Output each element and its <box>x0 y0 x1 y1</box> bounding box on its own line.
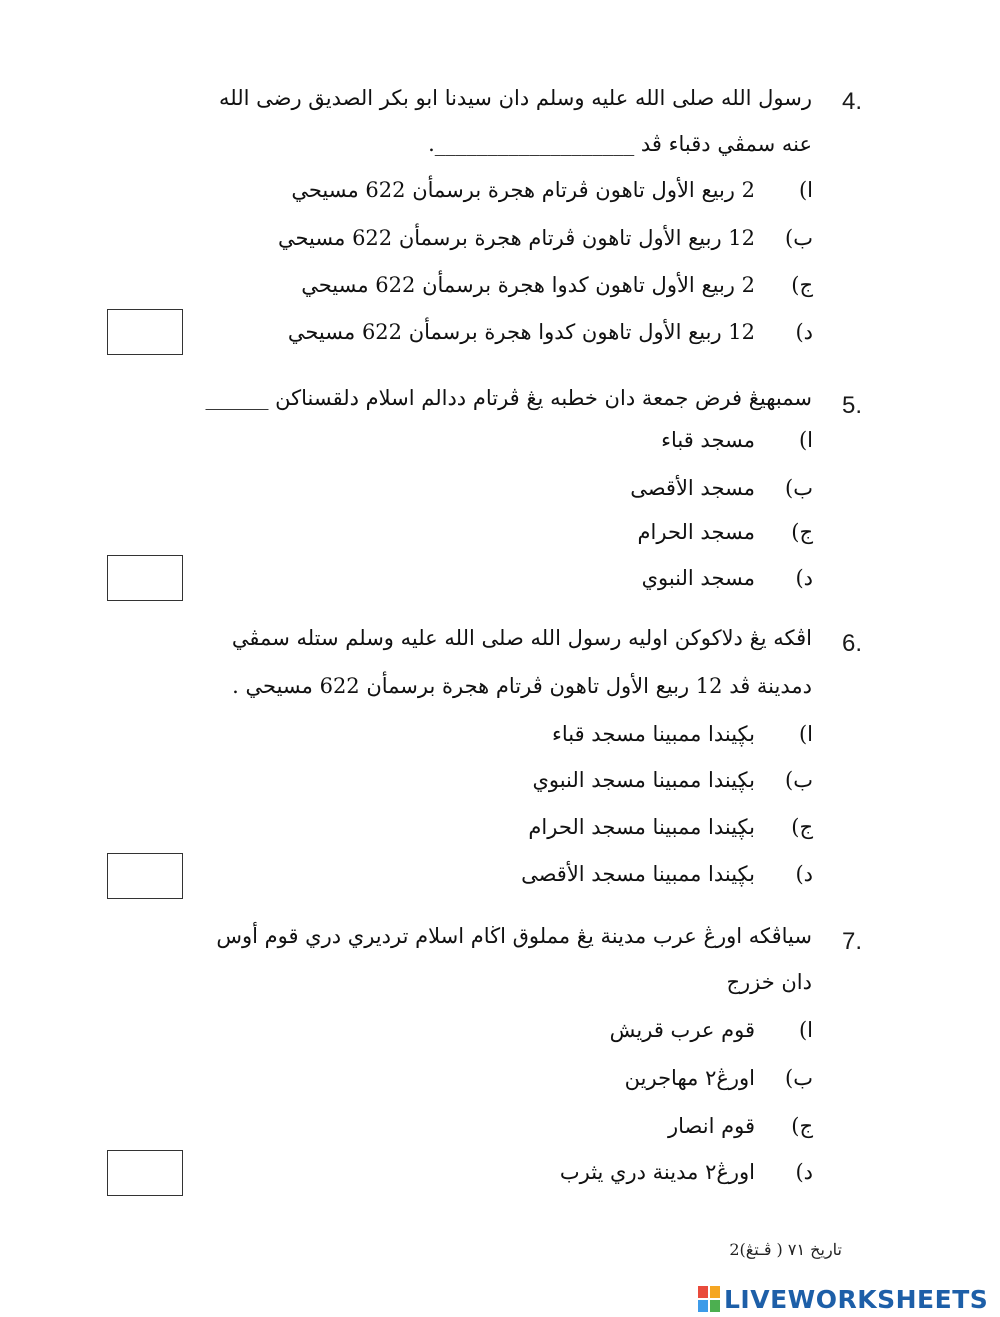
question-text-line-2: دمدينة ڤد 12 ربيع الأول تاهون ڤرتام هجرة برسمأن 622 مسيحي . <box>232 674 812 698</box>
option-label: ا) <box>798 1018 813 1042</box>
answer-box-7[interactable] <box>107 1150 183 1196</box>
option-c <box>301 273 813 297</box>
option-text: بڮيندا ممبينا مسجد قباء <box>551 722 755 746</box>
option-text: بڮيندا ممبينا مسجد الحرام <box>528 815 755 839</box>
option-d <box>560 1160 813 1184</box>
option-text: بڮيندا ممبينا مسجد النبوي <box>532 768 755 792</box>
option-label: ا) <box>798 722 813 746</box>
answer-box-6[interactable] <box>107 853 183 899</box>
page-footer: تاريخ ٧١ ( ڤـتڠ)2 <box>729 1240 842 1259</box>
option-label: ا) <box>798 178 813 202</box>
option-d <box>288 320 813 344</box>
option-a <box>552 722 813 746</box>
option-label: ب) <box>785 1066 813 1090</box>
question-number: 7. <box>841 928 862 955</box>
option-label: ج) <box>791 1114 813 1138</box>
option-text: قوم انصار <box>668 1114 755 1138</box>
option-c <box>638 520 813 544</box>
option-text: 12 ربيع الأول تاهون ڤرتام هجرة برسمأن 622 مسيحي <box>278 226 755 250</box>
question-number: 6. <box>841 630 862 657</box>
option-text: بڮيندا ممبينا مسجد الأقصى <box>521 862 755 886</box>
option-label: د) <box>795 320 813 344</box>
option-text: مسجد الأقصى <box>630 476 755 500</box>
option-text: مسجد النبوي <box>641 566 755 590</box>
option-b <box>532 768 813 792</box>
question-text-line-2: عنه سمڤي دقباء ڤد ___________________. <box>428 132 812 156</box>
question-text-line-1: سياڤكه اورڠ عرب مدينة يڠ مملوق اڬام اسلام ترديري دري قوم أوس <box>216 924 812 948</box>
option-text: 2 ربيع الأول تاهون كدوا هجرة برسمأن 622 مسيحي <box>301 273 755 297</box>
option-a <box>291 178 813 202</box>
option-label: ب) <box>785 768 813 792</box>
logo-icon <box>698 1286 720 1312</box>
option-label: د) <box>795 862 813 886</box>
question-number: 4. <box>841 88 862 115</box>
liveworksheets-logo <box>698 1284 988 1314</box>
option-c <box>528 815 813 839</box>
option-a <box>661 428 813 452</box>
option-text: مسجد الحرام <box>637 520 755 544</box>
question-number: 5. <box>841 392 862 419</box>
option-text: اورڠ٢ مدينة دري يثرب <box>559 1160 755 1184</box>
question-text-line-2: دان خزرج <box>726 970 812 994</box>
question-text-line-1: رسول الله صلى الله عليه وسلم دان سيدنا ابو بكر الصديق رضى الله <box>219 86 812 110</box>
option-text: اورڠ٢ مهاجرين <box>624 1066 755 1090</box>
option-b <box>278 226 813 250</box>
answer-box-5[interactable] <box>107 555 183 601</box>
option-label: ب) <box>785 226 813 250</box>
option-label: ج) <box>791 815 813 839</box>
option-label: ج) <box>791 273 813 297</box>
option-label: ج) <box>791 520 813 544</box>
option-text: مسجد قباء <box>661 428 755 452</box>
option-a <box>610 1018 813 1042</box>
option-d <box>521 862 813 886</box>
option-text: 2 ربيع الأول تاهون ڤرتام هجرة برسمأن 622 مسيحي <box>291 178 755 202</box>
logo-text: LIVEWORKSHEETS <box>724 1284 989 1314</box>
option-label: ب) <box>785 476 813 500</box>
option-text: قوم عرب قريش <box>609 1018 755 1042</box>
option-d <box>642 566 813 590</box>
option-label: د) <box>795 566 813 590</box>
option-label: ا) <box>798 428 813 452</box>
option-label: د) <box>795 1160 813 1184</box>
option-c <box>668 1114 813 1138</box>
answer-box-4[interactable] <box>107 309 183 355</box>
question-text-line-1: اڤكه يڠ دلاكوكن اوليه رسول الله صلى الله عليه وسلم ستله سمڤي <box>231 626 812 650</box>
option-text: 12 ربيع الأول تاهون كدوا هجرة برسمأن 622 مسيحي <box>287 320 755 344</box>
question-text-line-1: سمبهيڠ فرض جمعة دان خطبه يڠ ڤرتام ددالم اسلام دلقسناكن ______ <box>205 386 812 410</box>
option-b <box>625 1066 813 1090</box>
option-b <box>630 476 813 500</box>
